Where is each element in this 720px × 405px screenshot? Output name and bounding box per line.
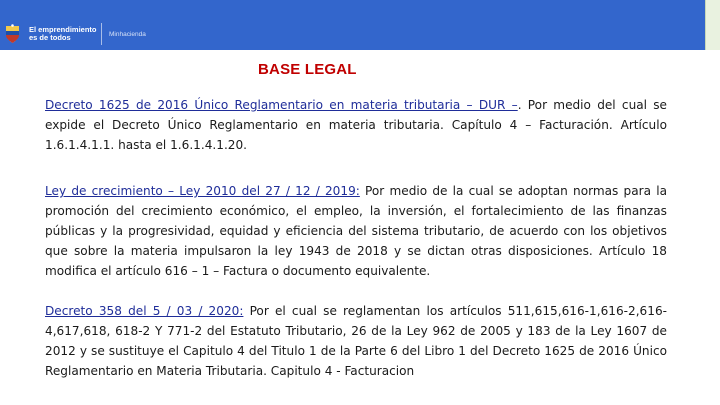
header-bar (0, 0, 706, 50)
header-divider (101, 23, 102, 45)
colombia-coat-of-arms-icon (4, 24, 21, 44)
legal-paragraph-body: Por medio de la cual se adoptan normas para la promoción del crecimiento económico, el empleo, la inversión, el fortalecimiento de las finanzas públicas y la progresividad, equidad y eficiencia del sistema tributario, de acuerdo con los objetivos que sobre la materia impulsaron la ley 1943 de 2018 y se dictan otras disposiciones. Artículo 18 modifica el artículo 616 – 1 – Factura o documento equivalente. (45, 184, 667, 278)
legal-paragraph-decreto-1625 (45, 95, 667, 155)
legal-paragraph-body: . Por medio del cual se expide el Decreto Único Reglamentario en materia tributaria. Capítulo 4 – Facturación. Artículo 1.6.1.4.1.1. hasta el 1.6.1.4.1.20. (45, 98, 667, 152)
ministry-name: Minhacienda (109, 30, 146, 38)
legal-paragraph-decreto-358 (45, 301, 667, 381)
legal-reference-link[interactable]: Decreto 358 del 5 / 03 / 2020: (45, 304, 244, 318)
page-title: BASE LEGAL (258, 61, 357, 78)
legal-reference-link[interactable]: Ley de crecimiento – Ley 2010 del 27 / 12 / 2019: (45, 184, 360, 198)
legal-reference-link[interactable]: Decreto 1625 de 2016 Único Reglamentario en materia tributaria – DUR – (45, 98, 518, 112)
government-logo (4, 23, 146, 45)
legal-paragraph-ley-2010 (45, 181, 667, 281)
header-accent-strip (706, 0, 720, 50)
government-slogan: El emprendimiento es de todos (29, 25, 97, 42)
legal-paragraph-body: Por el cual se reglamentan los artículos 511,615,616-1,616-2,616-4,617,618, 618-2 Y 771-2 del Estatuto Tributario, 26 de la Ley 962 de 2005 y 183 de la Ley 1607 de 2012 y se sustituye el Capitulo 4 del Titulo 1 de la Parte 6 del Libro 1 del Decreto 1625 de 2016 Único Reglamentario en Materia Tributaria. Capitulo 4 - Facturacion (45, 304, 668, 378)
